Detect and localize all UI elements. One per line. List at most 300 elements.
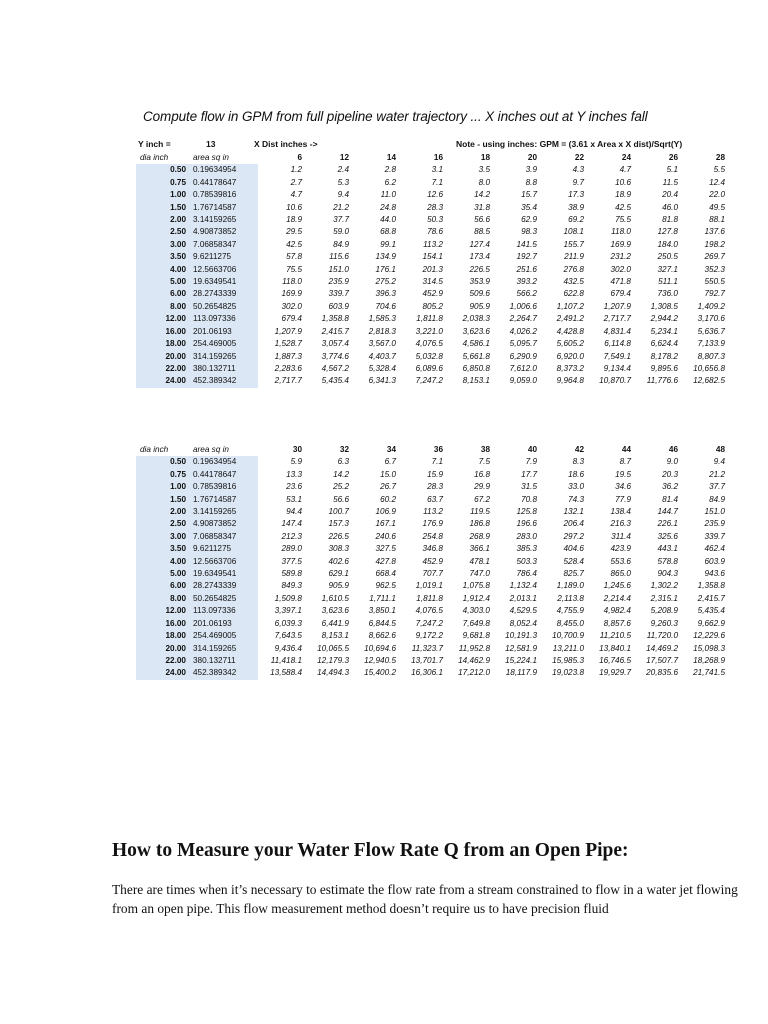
x-distance-header: 46 xyxy=(668,445,678,454)
area-cell: 201.06193 xyxy=(189,326,258,338)
diameter-cell: 20.00 xyxy=(136,351,189,363)
gpm-cell: 12.6 xyxy=(427,190,443,200)
area-cell: 452.389342 xyxy=(189,667,258,679)
gpm-cell: 14,469.2 xyxy=(646,643,678,653)
gpm-cell: 157.3 xyxy=(328,519,349,529)
area-cell: 113.097336 xyxy=(189,313,258,325)
gpm-cell: 11.5 xyxy=(662,177,678,187)
area-cell: 314.159265 xyxy=(189,351,258,363)
gpm-cell: 1,245.6 xyxy=(603,581,631,591)
diameter-cell: 4.00 xyxy=(136,264,189,276)
gpm-cell: 176.9 xyxy=(422,519,443,529)
gpm-cell: 99.1 xyxy=(380,239,396,249)
gpm-cell: 18,268.9 xyxy=(693,655,725,665)
gpm-cell: 184.0 xyxy=(657,239,678,249)
gpm-cell: 49.5 xyxy=(709,202,725,212)
gpm-cell: 6,290.9 xyxy=(509,351,537,361)
gpm-cell: 550.5 xyxy=(704,277,725,287)
gpm-cell: 250.5 xyxy=(657,252,678,262)
diameter-cell: 4.00 xyxy=(136,556,189,568)
gpm-cell: 865.0 xyxy=(610,569,631,579)
area-header: area sq in xyxy=(193,153,229,162)
gpm-cell: 327.5 xyxy=(375,544,396,554)
gpm-cell: 138.4 xyxy=(610,507,631,517)
diameter-cell: 20.00 xyxy=(136,643,189,655)
gpm-cell: 11,720.0 xyxy=(646,631,678,641)
gpm-cell: 8,807.3 xyxy=(697,351,725,361)
gpm-cell: 19,929.7 xyxy=(599,668,631,678)
gpm-cell: 1,207.9 xyxy=(274,326,302,336)
gpm-cell: 10,065.5 xyxy=(317,643,349,653)
gpm-cell: 4.7 xyxy=(290,190,302,200)
gpm-cell: 503.3 xyxy=(516,556,537,566)
gpm-cell: 18.9 xyxy=(615,190,631,200)
gpm-cell: 396.3 xyxy=(375,289,396,299)
gpm-cell: 1,302.2 xyxy=(650,581,678,591)
gpm-cell: 8,178.2 xyxy=(650,351,678,361)
gpm-cell: 10,700.9 xyxy=(552,631,584,641)
gpm-cell: 404.6 xyxy=(563,544,584,554)
x-distance-header: 34 xyxy=(386,445,396,454)
gpm-cell: 7,643.5 xyxy=(274,631,302,641)
gpm-cell: 10,870.7 xyxy=(599,376,631,386)
gpm-cell: 2,717.7 xyxy=(274,376,302,386)
gpm-cell: 3,623.6 xyxy=(321,606,349,616)
gpm-cell: 155.7 xyxy=(563,239,584,249)
gpm-cell: 511.1 xyxy=(658,277,678,287)
x-distance-header: 36 xyxy=(433,445,443,454)
gpm-cell: 402.6 xyxy=(328,556,349,566)
gpm-cell: 1,107.2 xyxy=(556,301,584,311)
gpm-cell: 10.6 xyxy=(615,177,631,187)
gpm-cell: 4.3 xyxy=(572,165,584,175)
diameter-cell: 3.00 xyxy=(136,239,189,251)
table-row xyxy=(136,605,728,617)
gpm-cell: 1,811.8 xyxy=(416,593,443,603)
gpm-cell: 14,462.9 xyxy=(458,655,490,665)
gpm-cell: 6.3 xyxy=(337,457,349,467)
area-cell: 9.6211275 xyxy=(189,251,258,263)
gpm-cell: 14.2 xyxy=(474,190,490,200)
gpm-cell: 29.9 xyxy=(474,482,490,492)
area-cell: 452.389342 xyxy=(189,375,258,387)
area-cell: 50.2654825 xyxy=(189,301,258,313)
gpm-cell: 13,211.0 xyxy=(552,643,584,653)
x-distance-header: 24 xyxy=(621,153,631,162)
gpm-cell: 28.3 xyxy=(427,482,443,492)
gpm-cell: 23.6 xyxy=(286,482,302,492)
area-cell: 1.76714587 xyxy=(189,202,258,214)
gpm-cell: 12,682.5 xyxy=(693,376,725,386)
gpm-cell: 1,887.3 xyxy=(274,351,302,361)
gpm-cell: 20.4 xyxy=(662,190,678,200)
gpm-cell: 15,224.1 xyxy=(505,655,537,665)
gpm-cell: 8,153.1 xyxy=(321,631,349,641)
table-row xyxy=(136,251,728,263)
table-row xyxy=(136,543,728,555)
x-distance-header: 14 xyxy=(386,153,396,162)
gpm-cell: 132.1 xyxy=(563,507,584,517)
gpm-cell: 9,681.8 xyxy=(462,631,490,641)
gpm-cell: 4,076.5 xyxy=(415,606,443,616)
gpm-cell: 6,844.5 xyxy=(368,618,396,628)
gpm-cell: 7.5 xyxy=(478,457,490,467)
gpm-cell: 15,985.3 xyxy=(552,655,584,665)
gpm-cell: 5.3 xyxy=(337,177,349,187)
diameter-cell: 12.00 xyxy=(136,605,189,617)
gpm-cell: 4,529.5 xyxy=(509,606,537,616)
gpm-cell: 15.9 xyxy=(427,469,443,479)
gpm-cell: 1,132.4 xyxy=(509,581,537,591)
gpm-cell: 1,308.5 xyxy=(650,301,678,311)
gpm-cell: 9.4 xyxy=(713,457,725,467)
gpm-cell: 6,089.6 xyxy=(415,363,443,373)
table-row xyxy=(136,214,728,226)
table-row xyxy=(136,655,728,667)
area-cell: 7.06858347 xyxy=(189,531,258,543)
gpm-cell: 8,052.4 xyxy=(509,618,537,628)
table-row xyxy=(136,556,728,568)
gpm-cell: 622.8 xyxy=(563,289,584,299)
gpm-cell: 88.1 xyxy=(709,215,725,225)
gpm-cell: 2,283.6 xyxy=(274,363,302,373)
gpm-cell: 16,306.1 xyxy=(411,668,443,678)
formula-note: Note - using inches: GPM = (3.61 x Area x X dist)/Sqrt(Y) xyxy=(456,139,683,149)
gpm-cell: 10.6 xyxy=(286,202,302,212)
gpm-cell: 736.0 xyxy=(657,289,678,299)
gpm-cell: 18.6 xyxy=(568,469,584,479)
gpm-cell: 11,776.6 xyxy=(646,376,678,386)
table-row xyxy=(136,469,728,481)
dia-header: dia inch xyxy=(140,445,169,454)
gpm-cell: 57.8 xyxy=(286,252,302,262)
gpm-cell: 9,260.3 xyxy=(650,618,678,628)
area-cell: 7.06858347 xyxy=(189,239,258,251)
table-row xyxy=(136,264,728,276)
x-distance-header: 26 xyxy=(668,153,678,162)
gpm-cell: 15,400.2 xyxy=(364,668,396,678)
gpm-cell: 118.0 xyxy=(611,227,631,237)
gpm-cell: 1,358.8 xyxy=(321,314,349,324)
x-distance-header: 40 xyxy=(527,445,537,454)
gpm-cell: 3,170.6 xyxy=(697,314,725,324)
gpm-cell: 7,549.1 xyxy=(603,351,631,361)
gpm-cell: 704.6 xyxy=(375,301,396,311)
diameter-cell: 2.50 xyxy=(136,226,189,238)
gpm-cell: 1,585.3 xyxy=(368,314,396,324)
table-row xyxy=(136,481,728,493)
gpm-cell: 235.9 xyxy=(328,277,349,287)
gpm-cell: 353.9 xyxy=(469,277,490,287)
gpm-cell: 10,191.3 xyxy=(505,631,537,641)
gpm-cell: 251.6 xyxy=(516,264,537,274)
gpm-cell: 1,610.5 xyxy=(321,593,349,603)
gpm-cell: 84.9 xyxy=(709,494,725,504)
area-cell: 0.78539816 xyxy=(189,481,258,493)
table-row xyxy=(136,301,728,313)
gpm-cell: 75.5 xyxy=(615,215,631,225)
gpm-cell: 339.7 xyxy=(328,289,349,299)
x-distance-header: 28 xyxy=(715,153,725,162)
gpm-cell: 297.2 xyxy=(563,531,584,541)
gpm-cell: 19,023.8 xyxy=(552,668,584,678)
gpm-cell: 3,397.1 xyxy=(274,606,302,616)
gpm-cell: 115.6 xyxy=(329,252,349,262)
gpm-cell: 12,179.3 xyxy=(317,655,349,665)
sheet-title: Compute flow in GPM from full pipeline water trajectory ... X inches out at Y inches fall xyxy=(143,109,648,124)
gpm-cell: 849.3 xyxy=(281,581,302,591)
gpm-cell: 7,133.9 xyxy=(697,339,725,349)
gpm-cell: 31.5 xyxy=(521,482,537,492)
gpm-cell: 7,649.8 xyxy=(462,618,490,628)
gpm-cell: 2,013.1 xyxy=(509,593,537,603)
gpm-cell: 943.6 xyxy=(704,569,725,579)
diameter-cell: 16.00 xyxy=(136,326,189,338)
table-row xyxy=(136,618,728,630)
gpm-cell: 1,019.1 xyxy=(415,581,443,591)
gpm-cell: 15.0 xyxy=(380,469,396,479)
gpm-cell: 78.6 xyxy=(427,227,443,237)
gpm-cell: 9.7 xyxy=(572,177,584,187)
gpm-cell: 4,076.5 xyxy=(415,339,443,349)
gpm-cell: 3,623.6 xyxy=(462,326,490,336)
gpm-cell: 137.6 xyxy=(704,227,725,237)
table-row xyxy=(136,338,728,350)
gpm-cell: 14.2 xyxy=(333,469,349,479)
gpm-cell: 462.4 xyxy=(704,544,725,554)
gpm-cell: 211.9 xyxy=(564,252,584,262)
gpm-cell: 38.9 xyxy=(568,202,584,212)
gpm-cell: 22.0 xyxy=(709,190,725,200)
table-header-row xyxy=(136,444,728,456)
gpm-cell: 9,964.8 xyxy=(556,376,584,386)
gpm-cell: 50.3 xyxy=(427,215,443,225)
gpm-cell: 147.4 xyxy=(281,519,302,529)
area-cell: 0.19634954 xyxy=(189,456,258,468)
gpm-cell: 144.7 xyxy=(657,507,678,517)
gpm-cell: 9,059.0 xyxy=(509,376,537,386)
gpm-cell: 962.5 xyxy=(375,581,396,591)
gpm-cell: 7,612.0 xyxy=(509,363,537,373)
gpm-cell: 1,409.2 xyxy=(697,301,725,311)
gpm-cell: 33.0 xyxy=(568,482,584,492)
gpm-cell: 5,435.4 xyxy=(697,606,725,616)
gpm-cell: 127.4 xyxy=(469,239,490,249)
diameter-cell: 24.00 xyxy=(136,375,189,387)
gpm-cell: 31.8 xyxy=(474,202,490,212)
gpm-cell: 119.5 xyxy=(470,507,490,517)
gpm-cell: 2,415.7 xyxy=(321,326,349,336)
diameter-cell: 8.00 xyxy=(136,301,189,313)
table-row xyxy=(136,239,728,251)
area-cell: 3.14159265 xyxy=(189,506,258,518)
diameter-cell: 6.00 xyxy=(136,288,189,300)
area-cell: 28.2743339 xyxy=(189,580,258,592)
flow-table-1 xyxy=(136,152,728,388)
gpm-cell: 5,435.4 xyxy=(321,376,349,386)
gpm-cell: 423.9 xyxy=(610,544,631,554)
gpm-cell: 26.7 xyxy=(380,482,396,492)
gpm-cell: 94.4 xyxy=(286,507,302,517)
gpm-cell: 7.1 xyxy=(431,457,443,467)
table-row xyxy=(136,494,728,506)
gpm-cell: 17.7 xyxy=(521,469,537,479)
gpm-cell: 443.1 xyxy=(657,544,678,554)
x-distance-header: 20 xyxy=(527,153,537,162)
gpm-cell: 12.4 xyxy=(709,177,725,187)
diameter-cell: 18.00 xyxy=(136,630,189,642)
gpm-cell: 4,755.9 xyxy=(556,606,584,616)
gpm-cell: 34.6 xyxy=(615,482,631,492)
gpm-cell: 1,811.8 xyxy=(416,314,443,324)
gpm-cell: 9,662.9 xyxy=(697,618,725,628)
gpm-cell: 352.3 xyxy=(704,264,725,274)
gpm-cell: 226.1 xyxy=(657,519,678,529)
gpm-cell: 5,095.7 xyxy=(509,339,537,349)
gpm-cell: 1,075.8 xyxy=(462,581,490,591)
gpm-cell: 1,509.8 xyxy=(274,593,302,603)
diameter-cell: 1.50 xyxy=(136,202,189,214)
x-distance-header: 32 xyxy=(339,445,349,454)
gpm-cell: 8.0 xyxy=(478,177,490,187)
table-row xyxy=(136,326,728,338)
gpm-cell: 13,701.7 xyxy=(411,655,443,665)
gpm-cell: 154.1 xyxy=(422,252,443,262)
area-cell: 4.90873852 xyxy=(189,518,258,530)
gpm-cell: 4,586.1 xyxy=(462,339,490,349)
gpm-cell: 452.9 xyxy=(422,556,443,566)
gpm-cell: 8,857.6 xyxy=(603,618,631,628)
table-row xyxy=(136,202,728,214)
gpm-cell: 198.2 xyxy=(704,239,725,249)
gpm-cell: 1,006.6 xyxy=(509,301,537,311)
area-cell: 3.14159265 xyxy=(189,214,258,226)
gpm-cell: 206.4 xyxy=(563,519,584,529)
gpm-cell: 6,039.3 xyxy=(274,618,302,628)
gpm-cell: 14,494.3 xyxy=(317,668,349,678)
gpm-cell: 88.5 xyxy=(474,227,490,237)
gpm-cell: 276.8 xyxy=(563,264,584,274)
gpm-cell: 385.3 xyxy=(516,544,537,554)
gpm-cell: 7,247.2 xyxy=(415,376,443,386)
diameter-cell: 0.75 xyxy=(136,469,189,481)
gpm-cell: 6,341.3 xyxy=(368,376,396,386)
gpm-cell: 905.9 xyxy=(469,301,490,311)
diameter-cell: 22.00 xyxy=(136,655,189,667)
gpm-cell: 2,818.3 xyxy=(368,326,396,336)
gpm-cell: 3,774.6 xyxy=(321,351,349,361)
gpm-cell: 11,418.1 xyxy=(270,655,302,665)
gpm-cell: 12,581.9 xyxy=(505,643,537,653)
gpm-cell: 10,694.6 xyxy=(364,643,396,653)
gpm-cell: 629.1 xyxy=(328,569,349,579)
gpm-cell: 24.8 xyxy=(380,202,396,212)
gpm-cell: 67.2 xyxy=(474,494,490,504)
gpm-cell: 268.9 xyxy=(469,531,490,541)
area-cell: 0.44178647 xyxy=(189,469,258,481)
gpm-cell: 134.9 xyxy=(375,252,396,262)
gpm-cell: 12,229.6 xyxy=(693,631,725,641)
gpm-cell: 528.4 xyxy=(563,556,584,566)
gpm-cell: 9,436.4 xyxy=(274,643,302,653)
gpm-cell: 70.8 xyxy=(521,494,537,504)
gpm-cell: 10,656.8 xyxy=(693,363,725,373)
table-row xyxy=(136,518,728,530)
gpm-cell: 17.3 xyxy=(568,190,584,200)
gpm-cell: 679.4 xyxy=(610,289,631,299)
gpm-cell: 509.6 xyxy=(469,289,490,299)
gpm-cell: 226.5 xyxy=(469,264,490,274)
gpm-cell: 100.7 xyxy=(328,507,349,517)
gpm-cell: 707.7 xyxy=(422,569,443,579)
gpm-cell: 106.9 xyxy=(375,507,396,517)
gpm-cell: 302.0 xyxy=(281,301,302,311)
gpm-cell: 2,491.2 xyxy=(556,314,584,324)
area-cell: 19.6349541 xyxy=(189,568,258,580)
gpm-cell: 8.7 xyxy=(619,457,631,467)
gpm-cell: 2,717.7 xyxy=(603,314,631,324)
table-row xyxy=(136,506,728,518)
gpm-cell: 2,415.7 xyxy=(697,593,725,603)
gpm-cell: 46.0 xyxy=(662,202,678,212)
gpm-cell: 4,026.2 xyxy=(509,326,537,336)
gpm-cell: 9.4 xyxy=(337,190,349,200)
gpm-cell: 553.6 xyxy=(610,556,631,566)
area-cell: 12.5663706 xyxy=(189,264,258,276)
table-row xyxy=(136,276,728,288)
gpm-cell: 3,567.0 xyxy=(368,339,396,349)
diameter-cell: 0.50 xyxy=(136,164,189,176)
gpm-cell: 21.2 xyxy=(333,202,349,212)
diameter-cell: 1.00 xyxy=(136,189,189,201)
area-cell: 28.2743339 xyxy=(189,288,258,300)
gpm-cell: 4,567.2 xyxy=(321,363,349,373)
table-row xyxy=(136,189,728,201)
gpm-cell: 28.3 xyxy=(427,202,443,212)
gpm-cell: 2.7 xyxy=(290,177,302,187)
gpm-cell: 5,032.8 xyxy=(415,351,443,361)
gpm-cell: 29.5 xyxy=(286,227,302,237)
table-row xyxy=(136,226,728,238)
gpm-cell: 377.5 xyxy=(281,556,302,566)
gpm-cell: 13.3 xyxy=(286,469,302,479)
gpm-cell: 21,741.5 xyxy=(693,668,725,678)
x-distance-header: 18 xyxy=(480,153,490,162)
gpm-cell: 393.2 xyxy=(516,277,537,287)
diameter-cell: 3.50 xyxy=(136,543,189,555)
gpm-cell: 3,057.4 xyxy=(321,339,349,349)
gpm-cell: 7,247.2 xyxy=(415,618,443,628)
gpm-cell: 2.8 xyxy=(384,165,396,175)
gpm-cell: 302.0 xyxy=(610,264,631,274)
x-distance-header: 38 xyxy=(480,445,490,454)
gpm-cell: 8,153.1 xyxy=(462,376,490,386)
gpm-cell: 1.2 xyxy=(290,165,302,175)
gpm-cell: 566.2 xyxy=(516,289,537,299)
x-distance-header: 44 xyxy=(621,445,631,454)
gpm-cell: 8.3 xyxy=(572,457,584,467)
gpm-cell: 4,303.0 xyxy=(462,606,490,616)
x-dist-label: X Dist inches -> xyxy=(254,139,318,149)
gpm-cell: 6.7 xyxy=(384,457,396,467)
gpm-cell: 56.6 xyxy=(333,494,349,504)
gpm-cell: 176.1 xyxy=(375,264,396,274)
gpm-cell: 275.2 xyxy=(375,277,396,287)
table-header-row xyxy=(136,152,728,164)
gpm-cell: 5,234.1 xyxy=(650,326,678,336)
gpm-cell: 4.7 xyxy=(619,165,631,175)
area-cell: 254.469005 xyxy=(189,338,258,350)
